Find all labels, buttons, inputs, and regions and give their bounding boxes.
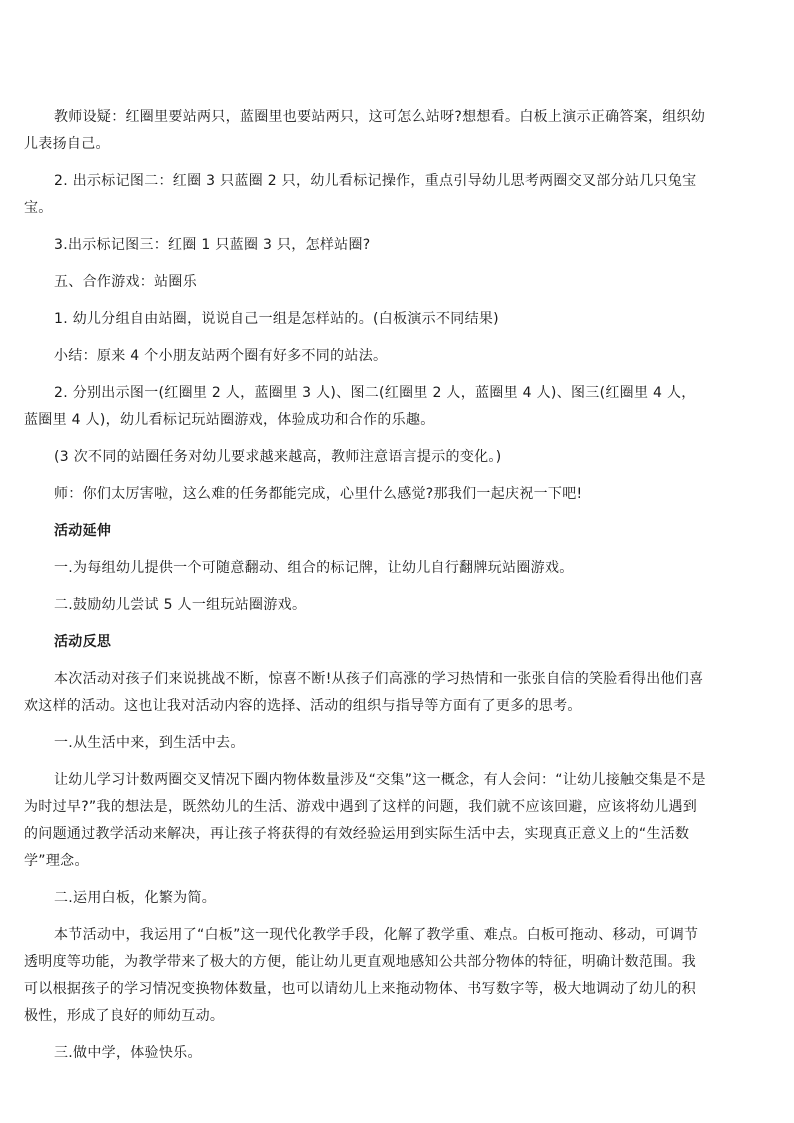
paragraph: 一.为每组幼儿提供一个可随意翻动、组合的标记牌，让幼儿自行翻牌玩站圈游戏。 (54, 560, 574, 576)
paragraph: 本节活动中，我运用了“白板”这一现代化教学手段，化解了教学重、难点。白板可拖动、移动，可调节透明度等功能，为教学带来了极大的方便，能让幼儿更直观地感知公共部分物体的特征，明确计数范围。我可以根据孩子的学习情况变换物体数量，也可以请幼儿上来拖动物体、书写数字等，极大地调动了幼儿的积极性，形成了良好的师幼互动。 (24, 927, 699, 1024)
paragraph: 三.做中学，体验快乐。 (54, 1045, 202, 1061)
document-body (24, 104, 706, 1067)
paragraph: (3 次不同的站圈任务对幼儿要求越来越高，教师注意语言提示的变化。) (54, 449, 502, 465)
bold-heading: 活动反思 (54, 634, 112, 650)
paragraph: 3.出示标记图三：红圈 1 只蓝圈 3 只，怎样站圈? (54, 237, 371, 253)
paragraph: 一.从生活中来，到生活中去。 (54, 735, 245, 751)
paragraph: 二.运用白板，化繁为简。 (54, 890, 217, 906)
bold-heading: 活动延伸 (54, 523, 112, 539)
paragraph: 小结：原来 4 个小朋友站两个圈有好多不同的站法。 (54, 348, 388, 364)
paragraph: 1. 幼儿分组自由站圈，说说自己一组是怎样站的。(白板演示不同结果) (54, 311, 499, 327)
paragraph: 教师设疑：红圈里要站两只，蓝圈里也要站两只，这可怎么站呀?想想看。白板上演示正确答案，组织幼儿表扬自己。 (24, 109, 706, 152)
section-heading: 五、合作游戏：站圈乐 (54, 274, 197, 290)
paragraph: 师：你们太厉害啦，这么难的任务都能完成，心里什么感觉?那我们一起庆祝一下吧! (54, 486, 583, 502)
paragraph: 让幼儿学习计数两圈交叉情况下圈内物体数量涉及“交集”这一概念，有人会问：“让幼儿接触交集是不是为时过早?”我的想法是，既然幼儿的生活、游戏中遇到了这样的问题，我们就不应该回避，应该将幼儿遇到的问题通过教学活动来解决，再让孩子将获得的有效经验运用到实际生活中去，实现真正意义上的“生活数学”理念。 (24, 772, 706, 869)
paragraph: 二.鼓励幼儿尝试 5 人一组玩站圈游戏。 (54, 597, 307, 613)
paragraph: 2. 分别出示图一(红圈里 2 人，蓝圈里 3 人)、图二(红圈里 2 人，蓝圈里 4 人)、图三(红圈里 4 人，蓝圈里 4 人)，幼儿看标记玩站圈游戏，体验成功和合作的乐趣。 (24, 385, 696, 428)
paragraph: 2. 出示标记图二：红圈 3 只蓝圈 2 只，幼儿看标记操作，重点引导幼儿思考两圈交叉部分站几只兔宝宝。 (24, 173, 697, 216)
paragraph: 本次活动对孩子们来说挑战不断，惊喜不断!从孩子们高涨的学习热情和一张张自信的笑脸看得出他们喜欢这样的活动。这也让我对活动内容的选择、活动的组织与指导等方面有了更多的思考。 (24, 671, 704, 714)
